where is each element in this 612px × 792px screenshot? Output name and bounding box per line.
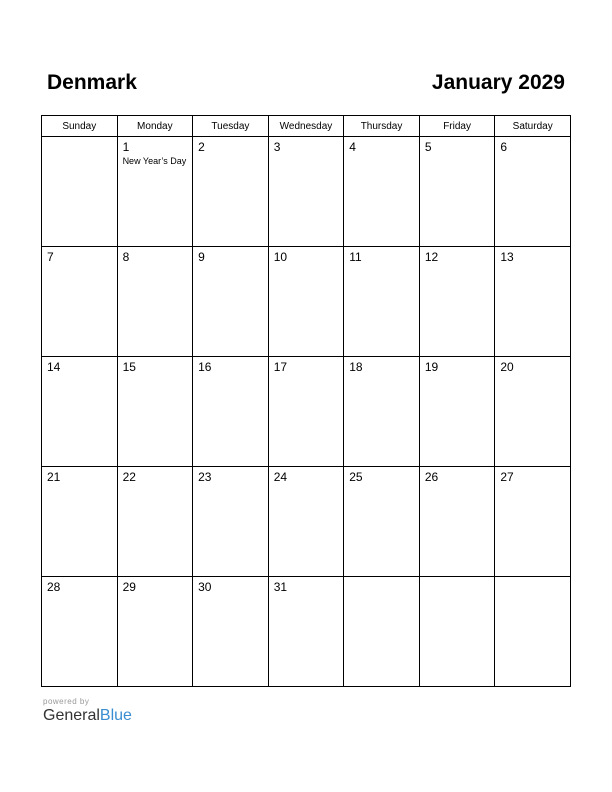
day-cell	[193, 137, 269, 247]
brand-part-general: General	[43, 707, 100, 724]
calendar-grid	[41, 115, 571, 687]
day-number: 7	[47, 250, 54, 264]
day-number: 19	[424, 360, 439, 374]
day-number: 10	[273, 250, 288, 264]
brand-logo	[43, 707, 132, 725]
day-cell	[193, 247, 269, 357]
day-number: 15	[122, 360, 136, 374]
day-cell	[117, 577, 193, 687]
day-cell	[42, 577, 118, 687]
day-number: 1	[122, 140, 130, 154]
day-cell	[344, 247, 420, 357]
country-title: Denmark	[47, 71, 137, 94]
day-number: 26	[424, 470, 439, 484]
day-number: 27	[500, 470, 514, 484]
day-cell	[193, 357, 269, 467]
holiday-label: New Year’s Day	[122, 156, 187, 166]
weekday-monday: Monday	[117, 116, 193, 137]
day-cell	[344, 137, 420, 247]
day-number: 23	[198, 470, 212, 484]
day-number: 6	[500, 140, 508, 154]
day-cell	[419, 577, 495, 687]
footer-branding	[43, 697, 132, 725]
day-number	[420, 577, 495, 580]
day-cell	[419, 467, 495, 577]
day-cell	[495, 357, 571, 467]
day-cell	[268, 137, 344, 247]
day-number: 13	[500, 250, 514, 264]
day-number: 8	[122, 250, 130, 264]
day-cell	[42, 467, 118, 577]
day-number: 31	[273, 580, 288, 594]
week-row	[42, 357, 571, 467]
day-number: 11	[349, 250, 362, 264]
brand-part-blue: Blue	[99, 707, 132, 724]
day-number: 17	[273, 360, 288, 374]
day-number	[344, 577, 419, 580]
day-cell	[42, 137, 118, 247]
week-row	[42, 137, 571, 247]
day-number	[42, 137, 117, 140]
day-cell	[495, 247, 571, 357]
day-number: 22	[122, 470, 136, 484]
day-cell	[495, 137, 571, 247]
day-number: 14	[47, 360, 61, 374]
day-cell	[495, 577, 571, 687]
day-cell	[117, 357, 193, 467]
weekday-saturday: Saturday	[495, 116, 571, 137]
day-cell	[193, 467, 269, 577]
weekday-sunday: Sunday	[42, 116, 118, 137]
weekday-friday: Friday	[419, 116, 495, 137]
day-number: 5	[424, 140, 432, 154]
day-cell	[344, 357, 420, 467]
day-number: 24	[273, 470, 288, 484]
weekday-wednesday: Wednesday	[268, 116, 344, 137]
day-number: 25	[349, 470, 363, 484]
weekday-thursday: Thursday	[344, 116, 420, 137]
day-cell	[268, 247, 344, 357]
weekday-header-row	[42, 116, 571, 137]
powered-by-text: powered by	[43, 697, 90, 706]
day-cell	[42, 247, 118, 357]
day-number: 18	[349, 360, 363, 374]
day-cell	[193, 577, 269, 687]
day-cell	[117, 467, 193, 577]
day-number: 21	[47, 470, 61, 484]
day-cell	[42, 357, 118, 467]
day-cell	[419, 247, 495, 357]
day-number: 20	[500, 360, 514, 374]
day-cell	[268, 357, 344, 467]
day-number: 28	[47, 580, 61, 594]
day-cell	[344, 467, 420, 577]
day-number: 3	[273, 140, 281, 154]
day-number: 29	[122, 580, 136, 594]
day-number: 4	[349, 140, 356, 154]
day-cell	[495, 467, 571, 577]
day-cell	[419, 137, 495, 247]
day-cell	[117, 137, 193, 247]
weekday-tuesday: Tuesday	[193, 116, 269, 137]
day-number: 16	[198, 360, 212, 374]
day-number: 30	[198, 580, 212, 594]
day-cell	[344, 577, 420, 687]
day-cell	[117, 247, 193, 357]
week-row	[42, 577, 571, 687]
day-cell	[268, 467, 344, 577]
day-number: 12	[424, 250, 439, 264]
day-number	[495, 577, 570, 580]
week-row	[42, 247, 571, 357]
day-number: 2	[198, 140, 205, 154]
day-number: 9	[198, 250, 205, 264]
day-cell	[268, 577, 344, 687]
month-title: January 2029	[431, 71, 565, 94]
week-row	[42, 467, 571, 577]
day-cell	[419, 357, 495, 467]
